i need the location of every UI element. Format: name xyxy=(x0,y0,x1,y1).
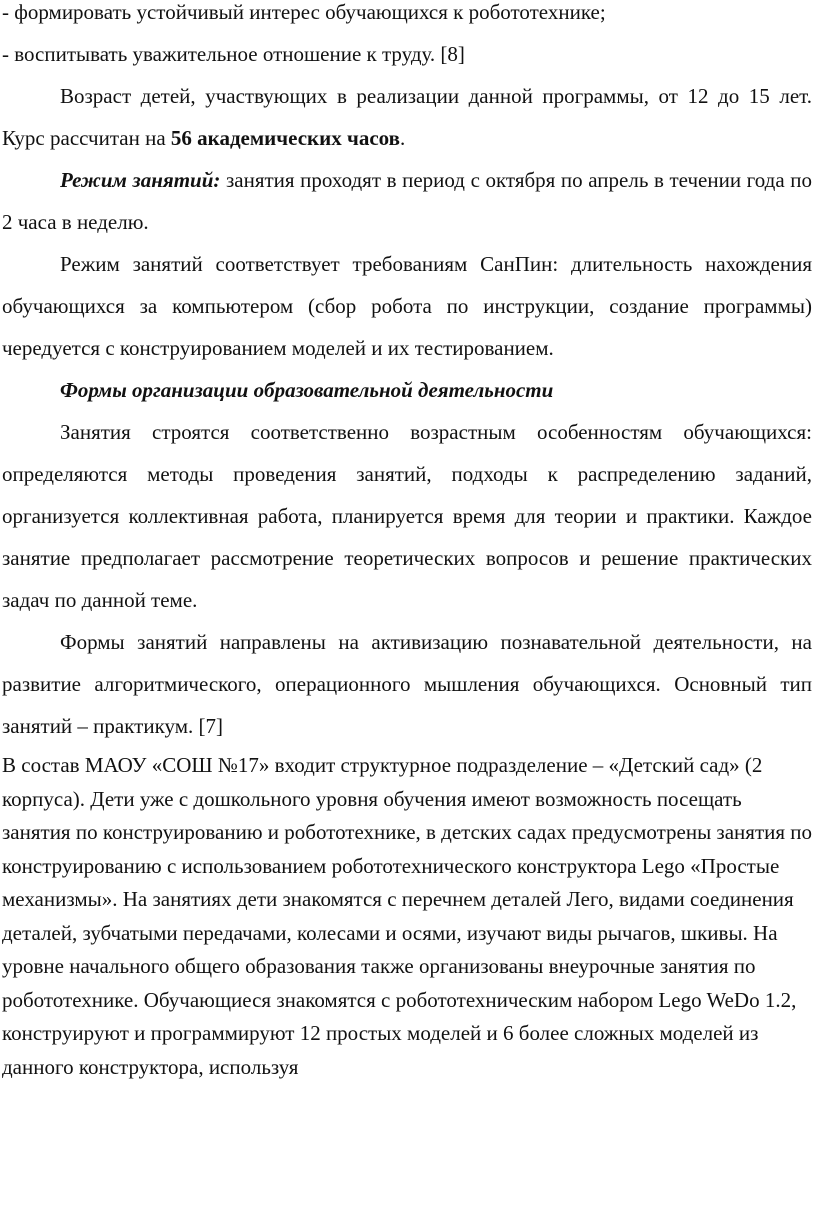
sanpin-paragraph: Режим занятий соответствует требованиям СанПин: длительность нахождения обучающихся за компьютером (сбор робота по инструкции, создание программы) чередуется с конструированием моделей и их тестированием. xyxy=(2,252,812,360)
schedule-text: занятия проходят в период с октября по апрель в течении года по 2 часа в неделю. xyxy=(2,168,812,234)
schedule-paragraph xyxy=(2,159,812,243)
final-paragraph: В состав МАОУ «СОШ №17» входит структурное подразделение – «Детский сад» (2 корпуса). Дети уже с дошкольного уровня обучения имеют возможность посещать занятия по конструированию и робототехнике, в детских садах предусмотрены занятия по конструированию с использованием робототехнического конструктора Lego «Простые механизмы». На занятиях дети знакомятся с перечнем деталей Лего, видами соединения деталей, зубчатыми передачами, колесами и осями, изучают виды рычагов, шкивы. На уровне начального общего образования также организованы внеурочные занятия по робототехнике. Обучающиеся знакомятся с робототехническим набором Lego WeDo 1.2, конструируют и программируют 12 простых моделей и 6 более сложных моделей из данного конструктора, используя xyxy=(2,753,813,1079)
hours-bold: 56 академических часов xyxy=(170,126,400,150)
age-text: Возраст детей, участвующих в реализации данной программы, от 12 до 15 лет. Курс рассчитан на xyxy=(2,84,812,150)
schedule-label: Режим занятий: xyxy=(60,168,221,192)
bullet-interest: - формировать устойчивый интерес обучающихся к робототехнике; xyxy=(2,0,606,24)
forms-heading-text: Формы организации образовательной деятельности xyxy=(60,378,554,402)
forms-heading xyxy=(2,369,812,411)
forms-paragraph: Формы занятий направлены на активизацию познавательной деятельности, на развитие алгоритмического, операционного мышления обучающихся. Основный тип занятий – практикум. [7] xyxy=(2,630,812,738)
age-end: . xyxy=(399,126,406,150)
age-paragraph xyxy=(2,75,812,159)
classes-paragraph: Занятия строятся соответственно возрастным особенностям обучающихся: определяются методы проведения занятий, подходы к распределению заданий, организуется коллективная работа, планируется время для теории и практики. Каждое занятие предполагает рассмотрение теоретических вопросов и решение практических задач по данной теме. xyxy=(2,420,812,612)
bullet-respect: - воспитывать уважительное отношение к труду. [8] xyxy=(2,42,465,66)
